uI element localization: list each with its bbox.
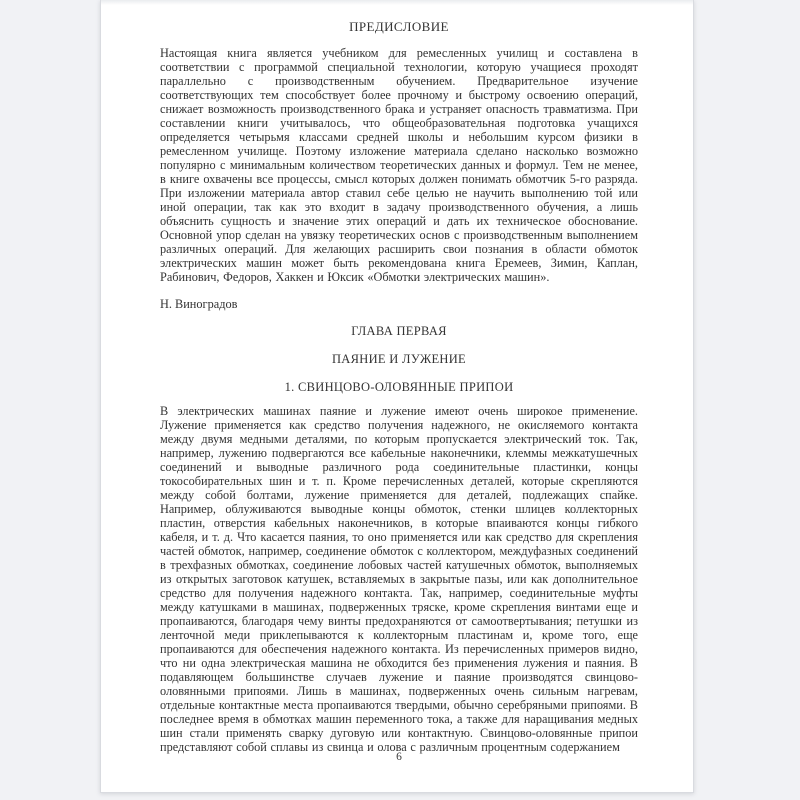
- preface-paragraph: Настоящая книга является учебником для ремесленных училищ и составлена в соответствии с программой специальной технологии, которую учащиеся проходят параллельно с производственным обучением. Предварительное изучение соответствующих тем способствует более прочному и быстрому освоению операций, снижает возможность производственного брака и устраняет опасность травматизма. При составлении книги учитывалось, что общеобразовательная подготовка учащихся определяется четырьмя классами средней школы и небольшим курсом физики в ремесленном училище. Поэтому изложение материала сделано насколько возможно популярно с минимальным количеством теоретических данных и формул. Тем не менее, в книге охвачены все процессы, смысл которых должен понимать обмотчик 5-го разряда. При изложении материала автор ставил себе целью не научить выполнению той или иной операции, так как это входит в задачу производственного обучения, а лишь объяснить сущность и значение этих операций и дать их техническое обоснование. Основной упор сделан на увязку теоретических основ с производственным выполнением различных операций. Для желающих расширить свои познания в области обмоток электрических машин может быть рекомендована книга Еремеев, Зимин, Каплан, Рабинович, Федоров, Хаккен и Юксик «Обмотки электрических машин».: [160, 46, 638, 284]
- page-number: 6: [396, 751, 402, 763]
- document-title: ПРЕДИСЛОВИЕ: [349, 19, 449, 34]
- chapter-title: ПАЯНИЕ И ЛУЖЕНИЕ: [331, 352, 466, 366]
- document-page: [100, 0, 694, 793]
- author-name: Н. Виноградов: [160, 297, 238, 311]
- body-paragraph: В электрических машинах паяние и лужение имеют очень широкое применение. Лужение применяется как средство получения надежного, не окисляемого контакта между двумя медными деталями, по которым пропускается электрический ток. Так, например, лужению подвергаются все кабельные наконечники, клеммы межкатушечных соединений и выводные различного рода соединительные пластинки, концы токособирательных шин и т. п. Кроме перечисленных деталей, которые скрепляются между собой болтами, лужение применяется для деталей, подлежащих спайке. Например, облуживаются выводные концы обмоток, стенки шлицев коллекторных пластин, отверстия кабельных наконечников, в которые впаиваются концы гибкого кабеля, и т. д. Что касается паяния, то оно применяется или как средство для скрепления частей обмоток, например, соединение обмоток с коллектором, междуфазных соединений в трехфазных обмотках, соединение лобовых частей катушечных обмоток, выполняемых из открытых заготовок катушек, вставляемых в закрытые пазы, или как дополнительное средство для получения надежного контакта. Так, например, соединительные муфты между катушками в машинах, подверженных тряске, кроме скрепления винтами еще и пропаиваются, благодаря чему винты предохраняются от самоотвертывания; петушки из ленточной меди приклепываются к коллекторным пластинам и, кроме того, еще пропаиваются для обеспечения надежного контакта. Из перечисленных примеров видно, что ни одна электрическая машина не обходится без применения лужения и паяния. В подавляющем большинстве случаев лужение и паяние производятся свинцово-оловянными припоями. Лишь в машинах, подверженных очень сильным нагревам, отдельные контактные места пропаиваются твердыми, обычно серебряными припоями. В последнее время в обмотках машин переменного тока, а также для наращивания медных шин стали применять сварку дуговую или контактную. Свинцово-оловянные припои представляют собой сплавы из свинца и олова с различным процентным содержанием: [160, 404, 638, 754]
- chapter-heading: ГЛАВА ПЕРВАЯ: [351, 324, 447, 338]
- section-heading: 1. СВИНЦОВО-ОЛОВЯННЫЕ ПРИПОИ: [284, 380, 514, 394]
